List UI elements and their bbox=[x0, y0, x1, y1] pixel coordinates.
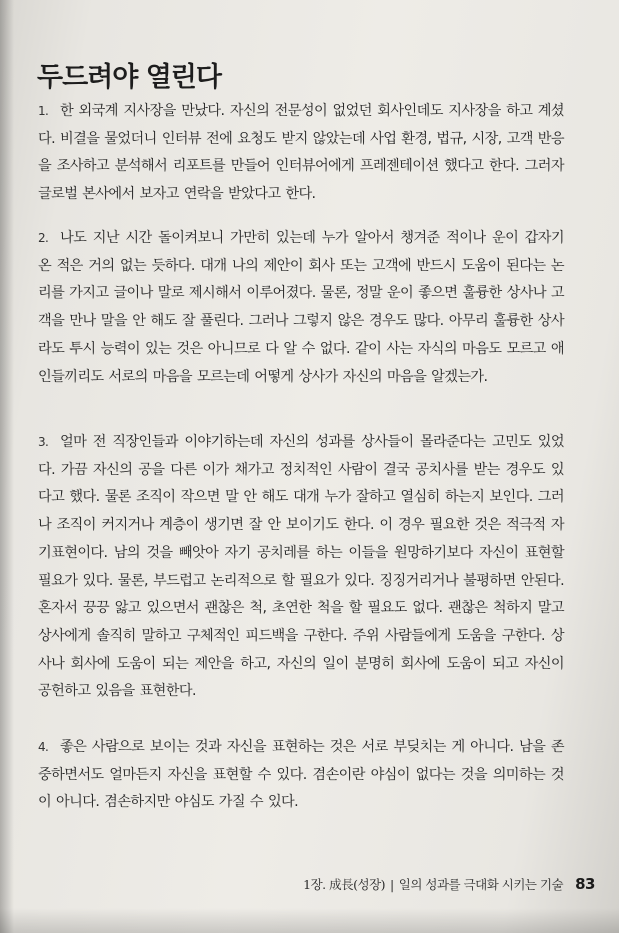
paragraph-text: 나도 지난 시간 돌이켜보니 가만히 있는데 누가 알아서 챙겨준 적이나 운이 갑자기 온 적은 거의 없는 듯하다. 대개 나의 제안이 회사 또는 고객에 반드시 도움이 된다는 논리를 가지고 글이나 말로 제시해서 이루어졌다. 물론, 정말 운이 좋으면 훌륭한 상사나 고객을 만나 말을 안 해도 잘 풀린다. 그러나 그렇지 않은 경우도 많다. 아무리 훌륭한 상사라도 투시 능력이 있는 것은 아니므로 다 알 수 없다. 같이 사는 자식의 마음도 모르고 애인들끼리도 서로의 마음을 모르는데 어떻게 상사가 자신의 마음을 알겠는가. bbox=[38, 230, 564, 385]
paragraph-text: 얼마 전 직장인들과 이야기하는데 자신의 성과를 상사들이 몰라준다는 고민도 있었다. 가끔 자신의 공을 다른 이가 채가고 정치적인 사람이 결국 공치사를 받는 경우도 있다고 했다. 물론 조직이 작으면 말 안 해도 대개 누가 잘하고 열심히 하는지 보인다. 그러나 조직이 커지거나 계층이 생기면 잘 안 보이기도 한다. 이 경우 필요한 것은 적극적 자기표현이다. 남의 것을 빼앗아 자기 공치레를 하는 이들을 원망하기보다 자신이 표현할 필요가 있다. 물론, 부드럽고 논리적으로 할 필요가 있다. 징징거리거나 불평하면 안된다. 혼자서 끙끙 앓고 있으면서 괜찮은 척, 초연한 척을 할 필요도 없다. 괜찮은 척하지 말고 상사에게 솔직히 말하고 구체적인 피드백을 구한다. 주위 사람들에게 도움을 구한다. 상사나 회사에 도움이 되는 제안을 하고, 자신의 일이 분명히 회사에 도움이 되고 자신이 공헌하고 있음을 표현한다. bbox=[38, 434, 564, 700]
paragraph-2 bbox=[38, 225, 564, 391]
page-number: 83 bbox=[575, 875, 595, 893]
footer-chapter: 1장. 成長(성장) bbox=[303, 877, 386, 892]
paragraph-number: 2. bbox=[38, 231, 49, 245]
paragraph-number: 4. bbox=[38, 740, 49, 754]
paragraph-number: 1. bbox=[38, 104, 49, 118]
footer-title: 일의 성과를 극대화 시키는 기술 bbox=[398, 877, 564, 892]
page-bottom-shadow bbox=[0, 908, 619, 933]
paragraph-text: 좋은 사람으로 보이는 것과 자신을 표현하는 것은 서로 부딪치는 게 아니다. 남을 존중하면서도 얼마든지 자신을 표현할 수 있다. 겸손이란 야심이 없다는 것을 의미하는 것이 아니다. 겸손하지만 야심도 가질 수 있다. bbox=[38, 739, 564, 811]
footer-separator: | bbox=[390, 877, 394, 892]
spine-shadow bbox=[0, 0, 14, 933]
paragraph-text: 한 외국계 지사장을 만났다. 자신의 전문성이 없었던 회사인데도 지사장을 하고 계셨다. 비결을 물었더니 인터뷰 전에 요청도 받지 않았는데 사업 환경, 법규, 시장, 고객 반응을 조사하고 분석해서 리포트를 만들어 인터뷰어에게 프레젠테이션 했다고 한다. 그러자 글로벌 본사에서 보자고 연락을 받았다고 한다. bbox=[38, 103, 564, 203]
paragraph-1 bbox=[38, 98, 564, 209]
paragraph-number: 3. bbox=[38, 435, 49, 449]
paragraph-4 bbox=[38, 734, 564, 817]
paragraph-3 bbox=[38, 429, 564, 706]
running-footer bbox=[303, 875, 595, 893]
section-heading: 두드려야 열린다 bbox=[37, 62, 221, 93]
